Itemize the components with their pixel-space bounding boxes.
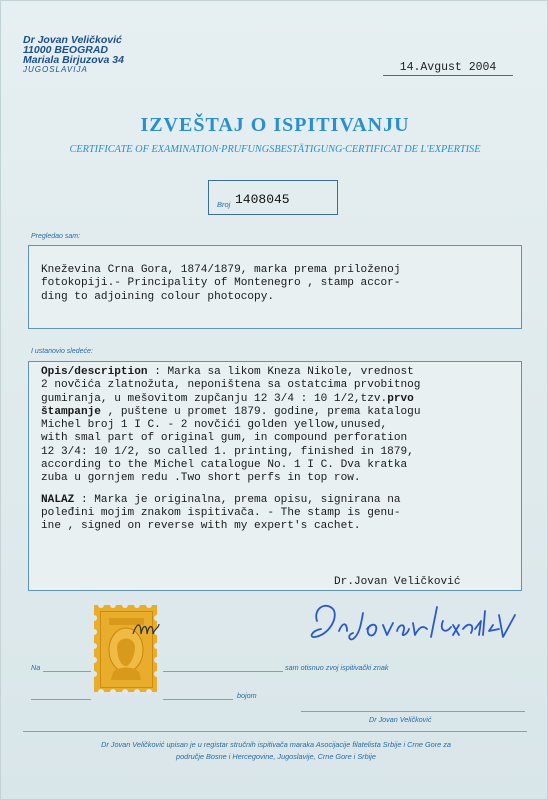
certificate-number-box (208, 180, 338, 215)
pencil-mark (129, 614, 163, 644)
description-line: zuba u gornjem redu .Two short perfs in top row. (41, 472, 361, 485)
finding-line: poleđini mojim znakom ispitivača. - The stamp is genu- (41, 506, 401, 519)
perforation (146, 602, 152, 608)
description-line: Michel broj 1 I C. - 2 novčići golden yellow,unused, (41, 419, 388, 432)
perforation (91, 629, 97, 635)
finding-line (41, 494, 509, 507)
description-text: : Marka sa likom Kneza Nikole, vrednost (147, 366, 414, 378)
finding-heading: NALAZ (41, 493, 75, 506)
sender-address (23, 35, 124, 75)
sender-country: JUGOSLAVIJA (23, 65, 88, 74)
description-bold: prvo (387, 392, 414, 405)
number-label: Broj (217, 200, 231, 209)
certificate-subtitle: CERTIFICATE OF EXAMINATION·PRUFUNGSBESTÄTIGUNG·CERTIFICAT DE L'EXPERTISE (69, 144, 481, 155)
location-label: Na (31, 663, 41, 672)
perforation (91, 615, 97, 621)
examined-line: fotokopiji.- Principality of Montenegro , stamp accor- (41, 277, 401, 290)
location-line (43, 671, 91, 672)
footer-line: područje Bosne i Hercegovine, Jugoslavije, Crne Gore i Srbije (176, 752, 376, 761)
footer-line: Dr Jovan Veličković upisan je u registar stručnih ispitivača maraka Asocijacije filatelista Srbije i Crne Gore za (101, 740, 451, 749)
cachet-line (163, 671, 283, 672)
sender-name: Dr Jovan Veličković (23, 34, 122, 46)
finding-line: ine , signed on reverse with my expert's cachet. (41, 520, 361, 533)
description-text: , puštene u promet 1879. godine, prema katalogu (100, 405, 421, 418)
perforation (154, 657, 160, 663)
color-label: bojom (237, 691, 257, 700)
findings-label: I ustanovio sledeće: (31, 348, 93, 355)
sender-city: 11000 BEOGRAD (23, 44, 109, 56)
perforation (91, 671, 97, 677)
perforation (134, 689, 140, 695)
signer-name: Dr Jovan Veličković (369, 715, 432, 724)
examined-item-box (28, 245, 522, 329)
description-line (41, 406, 509, 419)
findings-box (28, 361, 522, 591)
certificate-number: 1408045 (235, 192, 290, 207)
perforation (122, 689, 128, 695)
certificate-date: 14.Avgust 2004 (383, 61, 513, 76)
color-line (163, 699, 233, 700)
sender-street: Mariala Birjuzova 34 (23, 54, 124, 66)
description-line: 2 novčića zlatnožuta, neponištena sa ostatcima prvobitnog (41, 379, 421, 392)
description-line (41, 366, 509, 379)
examined-label: Pregledao sam: (31, 233, 81, 240)
description-line: 12 3/4: 10 1/2, so called 1. printing, finished in 1879, (41, 445, 414, 458)
perforation (110, 602, 116, 608)
perforation (98, 689, 104, 695)
description-bold: štampanje (41, 405, 101, 418)
perforation (110, 689, 116, 695)
description-heading: Opis/description (41, 366, 148, 378)
certificate-title: IZVEŠTAJ O ISPITIVANJU (140, 114, 410, 136)
examined-line: ding to adjoining colour photocopy. (41, 290, 275, 303)
examined-line: Kneževina Crna Gora, 1874/1879, marka prema priloženoj (41, 264, 401, 276)
cachet-label: sam otisnuo zvoj ispitivački znak (285, 663, 389, 672)
footer-note (31, 739, 521, 763)
description-line: according to the Michel catalogue No. 1 I C. Dva kratka (41, 459, 408, 472)
typed-signature: Dr.Jovan Veličković (334, 576, 461, 588)
perforation (91, 657, 97, 663)
handwritten-signature (303, 591, 525, 651)
finding-text: : Marka je originalna, prema opisu, signirana na (74, 493, 401, 506)
perforation (122, 602, 128, 608)
description-line: with smal part of original gum, in compound perforation (41, 432, 408, 445)
signer-line (301, 711, 525, 712)
color-line-left (31, 699, 91, 700)
footer-divider (23, 731, 527, 732)
perforation (91, 643, 97, 649)
perforation (98, 602, 104, 608)
perforation (154, 671, 160, 677)
description-text: gumiranja, u mešovitom zupčanju 12 3/4 : 10 1/2,tzv. (41, 392, 388, 405)
description-line (41, 393, 509, 406)
perforation (134, 602, 140, 608)
perforation (146, 689, 152, 695)
